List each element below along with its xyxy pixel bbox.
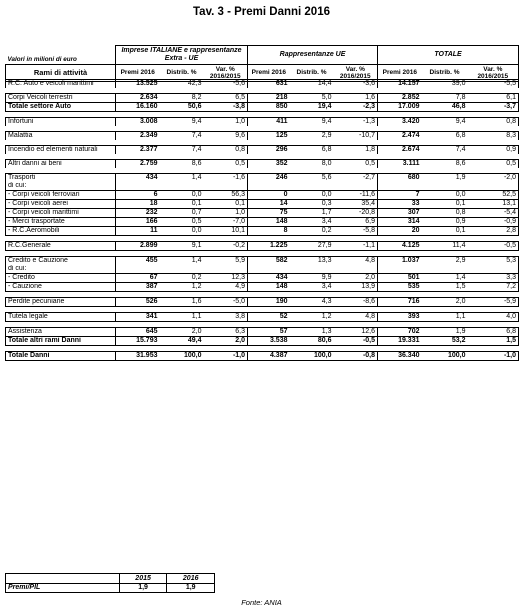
row-value: 0,0 [290, 191, 334, 200]
row-value: 307 [378, 209, 422, 218]
row-value: 645 [116, 328, 160, 337]
table-row [6, 265, 519, 274]
row-value: 0,8 [468, 118, 519, 127]
row-value: 1.225 [248, 242, 290, 251]
row-value: 0,5 [334, 160, 378, 169]
table-row [6, 182, 519, 191]
row-value: 13,1 [468, 200, 519, 209]
row-value: 1,7 [290, 209, 334, 218]
row-value: 13,3 [290, 257, 334, 266]
row-value: 148 [248, 218, 290, 227]
row-label: Totale Danni [6, 352, 116, 361]
group-total: TOTALE [378, 46, 519, 65]
row-value: 1,0 [204, 209, 248, 218]
row-value [468, 265, 519, 274]
table-row [6, 200, 519, 209]
row-value: 232 [116, 209, 160, 218]
col-branch: Rami di attività [6, 65, 116, 82]
row-value: 0,0 [160, 191, 204, 200]
row-value: 80,6 [290, 337, 334, 346]
row-value: 3.538 [248, 337, 290, 346]
row-label: Totale settore Auto [6, 103, 116, 112]
row-value: 9,4 [422, 118, 468, 127]
row-value [160, 182, 204, 191]
row-value: 4,0 [468, 313, 519, 322]
row-label: - Corpi veicoli marittimi [6, 209, 116, 218]
row-value: -11,6 [334, 191, 378, 200]
row-value: 0,1 [204, 200, 248, 209]
row-value: 5,9 [204, 257, 248, 266]
row-value: 314 [378, 218, 422, 227]
table-row [6, 274, 519, 283]
row-value: -3,6 [334, 80, 378, 89]
row-value: 0,1 [422, 200, 468, 209]
row-value: 0,2 [160, 274, 204, 283]
row-label: Credito e Cauzione [6, 257, 116, 266]
row-value: 7,8 [422, 94, 468, 103]
row-value: 2,9 [290, 132, 334, 141]
row-value: 1,3 [290, 328, 334, 337]
row-value: 67 [116, 274, 160, 283]
row-value: 0,2 [290, 227, 334, 236]
row-value: 4,3 [290, 298, 334, 307]
row-value: 702 [378, 328, 422, 337]
row-value: 0,5 [468, 160, 519, 169]
row-value: -5,8 [334, 227, 378, 236]
table-row [6, 313, 519, 322]
col-distrib-it: Distrib. % [160, 65, 204, 82]
row-value [290, 182, 334, 191]
premi-danni-table [5, 45, 519, 82]
row-value: 27,9 [290, 242, 334, 251]
row-label: Incendio ed elementi naturali [6, 146, 116, 155]
row-label: - Corpi veicoli aerei [6, 200, 116, 209]
row-label: di cui: [6, 182, 116, 191]
row-value: 3,3 [468, 274, 519, 283]
table-row [6, 227, 519, 236]
row-label: di cui: [6, 265, 116, 274]
row-label: R.C. Auto e veicoli marittimi [6, 80, 116, 89]
row-value: 2,0 [160, 328, 204, 337]
row-value: -7,0 [204, 218, 248, 227]
row-value: 434 [116, 174, 160, 183]
row-value: 46,8 [422, 103, 468, 112]
row-value: 2.899 [116, 242, 160, 251]
row-value: -20,8 [334, 209, 378, 218]
table-row [6, 242, 519, 251]
pil-blank [6, 574, 120, 584]
table-row [6, 174, 519, 183]
row-label: Corpi Veicoli terrestri [6, 94, 116, 103]
row-value: -1,1 [334, 242, 378, 251]
row-value [116, 182, 160, 191]
row-label: Assistenza [6, 328, 116, 337]
row-value: 411 [248, 118, 290, 127]
table-row [6, 352, 519, 361]
row-label: Infortuni [6, 118, 116, 127]
row-value [290, 265, 334, 274]
row-value [422, 182, 468, 191]
table-row [6, 298, 519, 307]
row-value: 7,4 [422, 146, 468, 155]
row-value: 1,6 [160, 298, 204, 307]
row-value: 36.340 [378, 352, 422, 361]
pil-years-row [6, 574, 215, 584]
row-label: Tutela legale [6, 313, 116, 322]
table-row [6, 328, 519, 337]
row-value: 2,0 [334, 274, 378, 283]
row-value: 582 [248, 257, 290, 266]
row-value: 8,6 [160, 160, 204, 169]
pil-value-2015: 1,9 [119, 584, 167, 593]
pil-table [5, 573, 215, 593]
group-header-row [6, 46, 519, 65]
row-value: -1,3 [334, 118, 378, 127]
row-value: 8,3 [468, 132, 519, 141]
row-value: 9,4 [290, 118, 334, 127]
row-value: 3.420 [378, 118, 422, 127]
row-value: 3.008 [116, 118, 160, 127]
table-row [6, 146, 519, 155]
row-value: 1,4 [160, 174, 204, 183]
row-value: 9,6 [204, 132, 248, 141]
row-value: -0,5 [334, 337, 378, 346]
row-label: Malattia [6, 132, 116, 141]
pil-label: Premi/PIL [6, 584, 120, 593]
table-row [6, 118, 519, 127]
row-value: 716 [378, 298, 422, 307]
table-row [6, 80, 519, 89]
row-value: 8,6 [422, 160, 468, 169]
col-premi-it: Premi 2016 [116, 65, 160, 82]
row-value: 0,0 [422, 191, 468, 200]
row-label: - Merci trasportate [6, 218, 116, 227]
row-value: 2.759 [116, 160, 160, 169]
row-value: 3.111 [378, 160, 422, 169]
row-value [334, 182, 378, 191]
row-value: 10,1 [204, 227, 248, 236]
row-value: 12,6 [334, 328, 378, 337]
row-value: 1,9 [422, 328, 468, 337]
row-value: 2.634 [116, 94, 160, 103]
row-value: 35,4 [334, 200, 378, 209]
table-row [6, 283, 519, 292]
body-table [5, 79, 519, 361]
row-value: 6,8 [290, 146, 334, 155]
row-value: 1,4 [160, 257, 204, 266]
row-value [334, 265, 378, 274]
row-value [204, 265, 248, 274]
row-value: 1,1 [160, 313, 204, 322]
row-value: -0,8 [334, 352, 378, 361]
row-value: 3,8 [204, 313, 248, 322]
row-value: 56,3 [204, 191, 248, 200]
row-label: R.C.Generale [6, 242, 116, 251]
row-value: 535 [378, 283, 422, 292]
row-value [160, 265, 204, 274]
row-value: 2.349 [116, 132, 160, 141]
row-value: 2,8 [468, 227, 519, 236]
row-value: 341 [116, 313, 160, 322]
row-value: 14.157 [378, 80, 422, 89]
row-value: -1,6 [204, 174, 248, 183]
row-value: -8,6 [334, 298, 378, 307]
row-value: 190 [248, 298, 290, 307]
group-ue: Rappresentanze UE [248, 46, 378, 65]
row-label: Trasporti [6, 174, 116, 183]
row-value: 0,0 [160, 227, 204, 236]
row-value [248, 182, 290, 191]
source-note: Fonte: ANIA [241, 598, 282, 607]
row-value: 9,4 [160, 118, 204, 127]
row-value: 17.009 [378, 103, 422, 112]
row-value: 4,9 [204, 283, 248, 292]
row-label: Totale altri rami Danni [6, 337, 116, 346]
row-value: 501 [378, 274, 422, 283]
table-row [6, 209, 519, 218]
row-value: 1.037 [378, 257, 422, 266]
table-row [6, 191, 519, 200]
table-row [6, 160, 519, 169]
row-value: 6,3 [204, 328, 248, 337]
row-label: - Cauzione [6, 283, 116, 292]
row-value: 100,0 [290, 352, 334, 361]
row-value: -5,4 [468, 209, 519, 218]
row-value: 1,2 [290, 313, 334, 322]
row-value: 1,6 [334, 94, 378, 103]
table-row [6, 257, 519, 266]
row-value: -0,9 [468, 218, 519, 227]
row-value: 0,1 [422, 227, 468, 236]
table-row [6, 94, 519, 103]
row-value: 50,6 [160, 103, 204, 112]
row-value: 2,0 [422, 298, 468, 307]
row-value: 850 [248, 103, 290, 112]
row-value: 11 [116, 227, 160, 236]
row-value: 680 [378, 174, 422, 183]
row-value: 13.525 [116, 80, 160, 89]
row-value: 5,6 [290, 174, 334, 183]
row-value: 7,4 [160, 146, 204, 155]
row-value: 6,8 [468, 328, 519, 337]
row-value: 52,5 [468, 191, 519, 200]
row-value: 7,4 [160, 132, 204, 141]
row-value: 0,9 [422, 218, 468, 227]
row-value: 100,0 [422, 352, 468, 361]
row-value: 455 [116, 257, 160, 266]
row-value: 2.852 [378, 94, 422, 103]
row-value: -10,7 [334, 132, 378, 141]
row-value: 16.160 [116, 103, 160, 112]
row-value: 1,1 [422, 313, 468, 322]
row-value: 12,3 [204, 274, 248, 283]
row-value: 1,8 [334, 146, 378, 155]
row-value: 1,5 [422, 283, 468, 292]
row-value: -5,5 [468, 80, 519, 89]
row-value: 39,0 [422, 80, 468, 89]
table-row [6, 103, 519, 112]
row-value: 7,2 [468, 283, 519, 292]
col-distrib-tot: Distrib. % [422, 65, 468, 82]
col-premi-tot: Premi 2016 [378, 65, 422, 82]
row-value: 33 [378, 200, 422, 209]
row-value: 14 [248, 200, 290, 209]
row-value: 352 [248, 160, 290, 169]
group-italian: Imprese ITALIANE e rappresentanze Extra - UE [116, 46, 248, 65]
col-var-ue: Var. % 2016/2015 [334, 65, 378, 82]
row-value: 13,9 [334, 283, 378, 292]
row-value: 3,4 [290, 218, 334, 227]
row-value: 387 [116, 283, 160, 292]
row-label: Perdite pecuniarie [6, 298, 116, 307]
row-value: 18 [116, 200, 160, 209]
row-value: 6,1 [468, 94, 519, 103]
row-label: - Credito [6, 274, 116, 283]
row-value: -5,6 [204, 80, 248, 89]
row-value: 1,2 [160, 283, 204, 292]
row-value: 100,0 [160, 352, 204, 361]
row-value: 0,5 [160, 218, 204, 227]
row-value: 0,8 [204, 146, 248, 155]
row-value: 8 [248, 227, 290, 236]
row-value: 9,1 [160, 242, 204, 251]
row-value [468, 182, 519, 191]
row-value: 5,3 [468, 257, 519, 266]
row-value: 14,4 [290, 80, 334, 89]
row-value: 6,5 [204, 94, 248, 103]
row-value: 5,0 [290, 94, 334, 103]
row-value: 52 [248, 313, 290, 322]
row-label: Altri danni ai beni [6, 160, 116, 169]
row-value: 4,8 [334, 313, 378, 322]
row-value: 0,7 [160, 209, 204, 218]
row-value: 20 [378, 227, 422, 236]
row-value: -2,7 [334, 174, 378, 183]
col-var-tot: Var. % 2016/2015 [468, 65, 519, 82]
row-value: -0,5 [468, 242, 519, 251]
row-value: -1,0 [468, 352, 519, 361]
row-label: - R.C.Aeromobili [6, 227, 116, 236]
row-value [116, 265, 160, 274]
row-value: 19.331 [378, 337, 422, 346]
row-value: 2.377 [116, 146, 160, 155]
row-value: 434 [248, 274, 290, 283]
row-value: 631 [248, 80, 290, 89]
row-value: 8,2 [160, 94, 204, 103]
row-value: 8,0 [290, 160, 334, 169]
table-row [6, 337, 519, 346]
row-value: -2,0 [468, 174, 519, 183]
row-value: -3,7 [468, 103, 519, 112]
row-value: 2.474 [378, 132, 422, 141]
row-value: 4.387 [248, 352, 290, 361]
row-value: 1,4 [422, 274, 468, 283]
table-row [6, 132, 519, 141]
row-value: 53,2 [422, 337, 468, 346]
table-row [6, 218, 519, 227]
row-value: 31.953 [116, 352, 160, 361]
row-value: -2,3 [334, 103, 378, 112]
row-label: - Corpi veicoli ferroviari [6, 191, 116, 200]
row-value: 148 [248, 283, 290, 292]
row-value: 526 [116, 298, 160, 307]
row-value: 3,4 [290, 283, 334, 292]
col-distrib-ue: Distrib. % [290, 65, 334, 82]
row-value: -1,0 [204, 352, 248, 361]
row-value: 0,3 [290, 200, 334, 209]
row-value: 296 [248, 146, 290, 155]
row-value: -3,8 [204, 103, 248, 112]
unit-note: Valori in milioni di euro [7, 56, 77, 63]
row-value: 42,3 [160, 80, 204, 89]
row-value: 4,8 [334, 257, 378, 266]
col-premi-ue: Premi 2016 [248, 65, 290, 82]
pil-year-2016: 2016 [167, 574, 215, 584]
row-value: 0,1 [160, 200, 204, 209]
row-value: 0 [248, 191, 290, 200]
row-value: 6,8 [422, 132, 468, 141]
row-value: 11,4 [422, 242, 468, 251]
pil-value-2016: 1,9 [167, 584, 215, 593]
row-value: 166 [116, 218, 160, 227]
row-value: 1,5 [468, 337, 519, 346]
row-value: 4.125 [378, 242, 422, 251]
row-value: -0,2 [204, 242, 248, 251]
row-value: 125 [248, 132, 290, 141]
row-value: -5,9 [468, 298, 519, 307]
table-title: Tav. 3 - Premi Danni 2016 [193, 6, 330, 18]
pil-row [6, 584, 215, 593]
row-value: 15.793 [116, 337, 160, 346]
row-value [378, 182, 422, 191]
row-value [204, 182, 248, 191]
row-value: -5,0 [204, 298, 248, 307]
row-value: 393 [378, 313, 422, 322]
row-value: 57 [248, 328, 290, 337]
row-value: 7 [378, 191, 422, 200]
row-value [378, 265, 422, 274]
row-value: 0,9 [468, 146, 519, 155]
row-value: 19,4 [290, 103, 334, 112]
row-value: 2.674 [378, 146, 422, 155]
row-value: 6 [116, 191, 160, 200]
row-value: 1,0 [204, 118, 248, 127]
row-value: 218 [248, 94, 290, 103]
row-value [422, 265, 468, 274]
col-var-it: Var. % 2016/2015 [204, 65, 248, 82]
row-value: 2,0 [204, 337, 248, 346]
row-value: 49,4 [160, 337, 204, 346]
pil-year-2015: 2015 [119, 574, 167, 584]
row-value: 246 [248, 174, 290, 183]
row-value: 75 [248, 209, 290, 218]
row-value: 6,9 [334, 218, 378, 227]
row-value: 9,9 [290, 274, 334, 283]
row-value: 0,5 [204, 160, 248, 169]
row-value: 2,9 [422, 257, 468, 266]
row-value: 1,9 [422, 174, 468, 183]
row-value [248, 265, 290, 274]
row-value: 0,8 [422, 209, 468, 218]
